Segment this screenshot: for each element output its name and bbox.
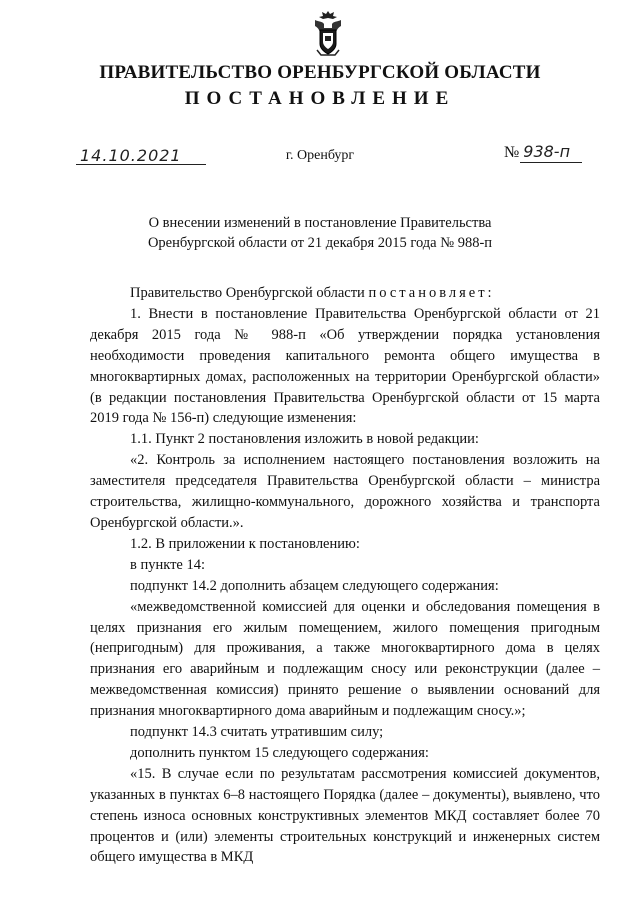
paragraph-1-1: 1.1. Пункт 2 постановления изложить в новой редакции: [130,431,479,448]
paragraph-add-15: дополнить пунктом 15 следующего содержания: [130,744,429,761]
date-underline [76,164,206,165]
paragraph-1-2: 1.2. В приложении к постановлению: [130,535,360,552]
number-handwritten: 938-п [523,142,571,161]
subject-line-1: О внесении изменений в постановление Правительства [148,215,492,231]
document-number [504,142,570,162]
government-title: ПРАВИТЕЛЬСТВО ОРЕНБУРГСКОЙ ОБЛАСТИ [99,62,541,83]
document-city: г. Оренбург [285,148,355,163]
paragraph-subitem-14-2: подпункт 14.2 дополнить абзацем следующего содержания: [130,577,499,594]
paragraph-subitem-14-3: подпункт 14.3 считать утратившим силу; [130,724,384,741]
paragraph-1-1-quote: «2. Контроль за исполнением настоящего постановления возложить на заместителя председателя Правительства Оренбургской области – министра строительства, жилищно-коммунального, дорожного хозяйства и транспорта Оренбургской области.». [90,452,600,531]
document-body [90,283,600,868]
subject-line-2: Оренбургской области от 21 декабря 2015 года № 988-п [147,235,493,251]
preamble-start: Правительство Оренбургской области [130,285,369,301]
date-handwritten: 14.10.2021 [80,146,182,165]
number-underline [520,162,582,163]
preamble-spaced: постановляет: [368,285,495,301]
paragraph-item-14: в пункте 14: [130,556,206,573]
coat-of-arms-icon [311,8,345,58]
document-type: ПОСТАНОВЛЕНИЕ [184,88,456,109]
number-prefix: № [504,144,520,161]
document-subject [0,213,640,253]
paragraph-1: 1. Внести в постановление Правительства Оренбургской области от 21 декабря 2015 года № 988-п «Об утверждении порядка установления необходимости проведения капитального ремонта общего имущества в многоквартирных домах, расположенных на территории Оренбургской области» (в редакции постановления Правительства Оренбургской области от 15 марта 2019 года № 156-п) следующие изменения: [90,305,600,427]
paragraph-15: «15. В случае если по результатам рассмотрения комиссией документов, указанных в пунктах 6–8 настоящего Порядка (далее – документы), выявлено, что степень износа основных конструктивных элементов МКД составляет более 70 процентов и (или) элементы строительных конструкций и инженерных систем общего имущества в МКД [90,765,600,866]
preamble [90,283,600,304]
paragraph-quote-commission: «межведомственной комиссией для оценки и обследования помещения в целях признания его жилым помещением, жилого помещения пригодным (непригодным) для проживания, а также многоквартирного дома в целях признания его аварийным и подлежащим сносу или реконструкции (далее – межведомственная комиссия) принято решение о выявлении оснований для признания многоквартирного дома аварийным и подлежащим сносу.»; [90,598,600,720]
